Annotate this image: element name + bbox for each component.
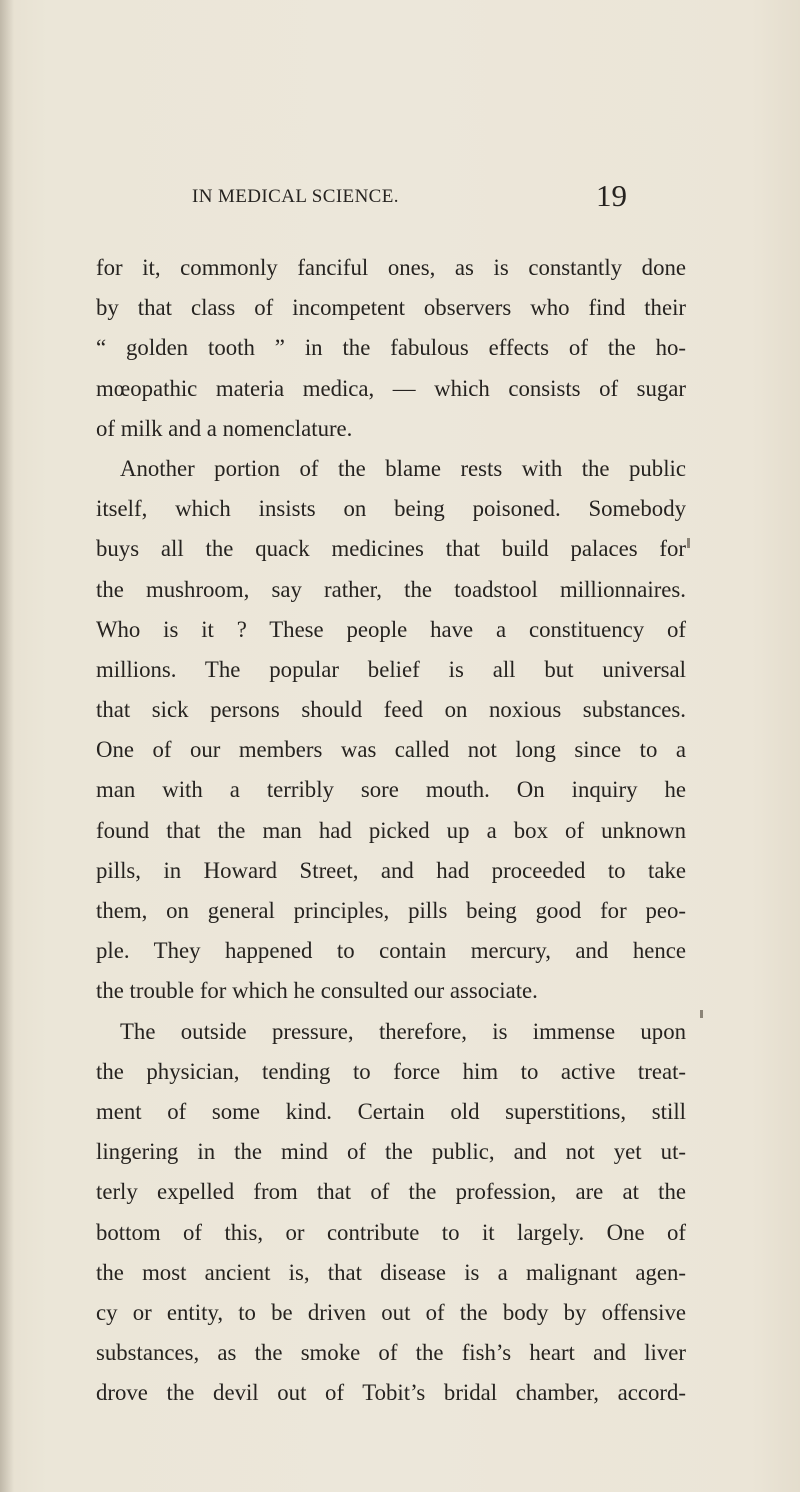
page-number: 19: [596, 178, 627, 213]
text-line: bottom of this, or contribute to it largely. One of: [96, 1219, 686, 1245]
text-line: of milk and a nomenclature.: [96, 415, 353, 441]
running-title: IN MEDICAL SCIENCE.: [192, 186, 399, 207]
text-line: buys all the quack medicines that build palaces for: [96, 536, 686, 562]
text-line: millions. The popular belief is all but universal: [96, 656, 686, 682]
text-line: Who is it ? These people have a constituency of: [96, 616, 686, 642]
text-line: them, on general principles, pills being good for peo-: [96, 898, 686, 923]
text-line: itself, which insists on being poisoned. Somebody: [96, 496, 686, 522]
text-line: the trouble for which he consulted our associate.: [96, 978, 538, 1004]
text-line: the mushroom, say rather, the toadstool millionnaires.: [96, 576, 686, 602]
text-line: Another portion of the blame rests with the public: [120, 455, 686, 481]
margin-mark: [700, 1010, 703, 1018]
margin-mark: [687, 538, 690, 548]
text-line: terly expelled from that of the profession, are at the: [96, 1179, 686, 1205]
text-line: the physician, tending to force him to active treat-: [96, 1058, 686, 1084]
body-text: [96, 248, 686, 1413]
text-line: by that class of incompetent observers who find their: [96, 295, 686, 321]
running-head: [96, 178, 696, 218]
text-line: ple. They happened to contain mercury, and hence: [96, 938, 686, 964]
text-line: lingering in the mind of the public, and not yet ut-: [96, 1139, 686, 1165]
text-line: found that the man had picked up a box of unknown: [96, 817, 686, 843]
text-line: drove the devil out of Tobit’s bridal chamber, accord-: [96, 1380, 686, 1406]
text-line: mœopathic materia medica, — which consists of sugar: [96, 375, 686, 401]
text-line: One of our members was called not long since to a: [96, 737, 686, 763]
text-line: man with a terribly sore mouth. On inquiry he: [96, 777, 686, 803]
text-line: “ golden tooth ” in the fabulous effects of the ho-: [96, 335, 686, 361]
text-line: ment of some kind. Certain old superstitions, still: [96, 1098, 686, 1124]
text-line: the most ancient is, that disease is a malignant agen-: [96, 1259, 686, 1285]
text-line: pills, in Howard Street, and had proceeded to take: [96, 857, 686, 883]
text-line: cy or entity, to be driven out of the body by offensive: [96, 1299, 686, 1325]
binding-shadow: [0, 0, 14, 1492]
text-line: for it, commonly fanciful ones, as is constantly done: [96, 255, 686, 280]
text-line: substances, as the smoke of the fish’s heart and liver: [96, 1340, 686, 1366]
text-line: that sick persons should feed on noxious substances.: [96, 697, 686, 723]
text-line: The outside pressure, therefore, is immense upon: [120, 1018, 686, 1044]
